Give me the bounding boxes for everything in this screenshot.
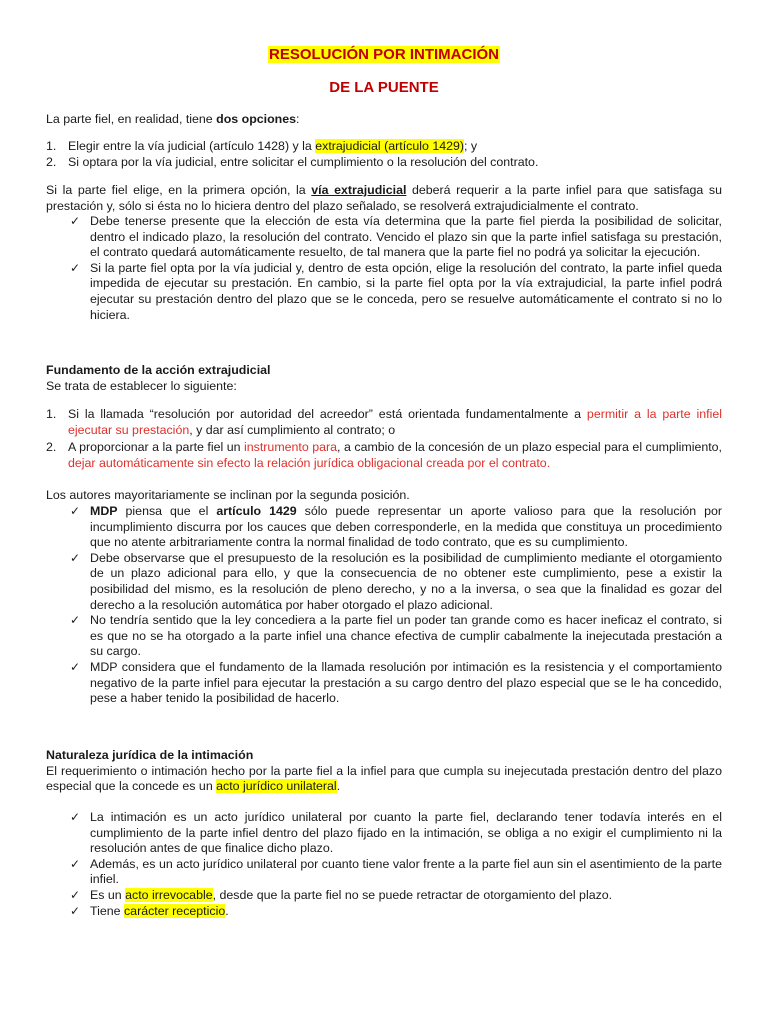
red-text: instrumento para [244, 440, 338, 455]
bullets-naturaleza [46, 810, 722, 919]
bullets-extrajudicial [46, 214, 722, 323]
red-text: permitir a la parte infiel ejecutar su prestación [68, 407, 722, 437]
list-item: ✓ Además, es un acto jurídico unilateral por cuanto tiene valor frente a la parte fiel aun sin el asentimiento de la parte infiel. [70, 856, 722, 887]
list-item: 1. Si la llamada “resolución por autoridad del acreedor” está orientada fundamentalmente a permitir a la parte infiel ejecutar su prestación, y dar así cumplimiento al contrato; o [46, 407, 722, 437]
check-icon: ✓ [70, 214, 81, 228]
list-item: ✓ Si la parte fiel opta por la vía judicial y, dentro de esta opción, elige la resolución del contrato, la parte infiel queda impedida de ejecutar su prestación. En cambio, si la parte fiel opta por la vía extrajudicial, la parte infiel podrá ejecutar su prestación dentro del plazo que se le conceda, pero se resuelve automáticamente el contrato si no lo hiciera. [70, 260, 722, 322]
check-icon: ✓ [70, 887, 81, 902]
document-title [0, 46, 768, 63]
list-item: 1. Elegir entre la vía judicial (artículo 1428) y la extrajudicial (artículo 1429); y [46, 139, 478, 153]
list-item: ✓ La intimación es un acto jurídico unilateral por cuanto la parte fiel, declarando tener todavía interés en el cumplimiento de la parte infiel dentro del plazo fijado en la intimación, se obliga a no exigir el cumplimiento ni la resolución antes de que finalice dicho plazo. [70, 810, 722, 856]
options-list [46, 139, 722, 170]
list-item: ✓ MDP considera que el fundamento de la llamada resolución por intimación es la resistencia y el comportamiento negativo de la parte infiel para ejecutar la prestación a su cargo dentro del plazo especial que se le ha concedido, pese a haber tenido la posibilidad de hacerlo. [70, 659, 722, 706]
title-line1: RESOLUCIÓN POR INTIMACIÓN [268, 46, 499, 63]
list-item: ✓ Es un acto irrevocable, desde que la parte fiel no se puede retractar de otorgamiento del plazo. [70, 887, 613, 902]
fundamento-list [46, 407, 722, 471]
list-item: ✓ MDP piensa que el artículo 1429 sólo puede representar un aporte valioso para que la resolución por incumplimiento discurra por los cauces que deben corresponderle, en la medida que constituya un procedimiento que no atente arbitrariamente contra la normal finalidad de todo contrato, que es su cumplimiento. [70, 504, 723, 550]
section-heading: Naturaleza jurídica de la intimación [46, 748, 254, 762]
check-icon: ✓ [70, 856, 81, 871]
list-item: ✓ Tiene carácter recepticio. [70, 903, 229, 918]
list-item: ✓ Debe tenerse presente que la elección de esta vía determina que la parte fiel pierda la posibilidad de solicitar, dentro el indicado plazo, la resolución del contrato. Vencido el plazo sin que la parte infiel satisfaga su prestación, el contrato quedará automáticamente resuelto, de tal manera que la parte fiel no podrá ya solicitar la ejecución. [70, 214, 722, 260]
document-subtitle: DE LA PUENTE [329, 79, 439, 96]
list-item: 2. Si optara por la vía judicial, entre solicitar el cumplimiento o la resolución del contrato. [46, 154, 539, 169]
check-icon: ✓ [70, 504, 81, 518]
highlight: carácter recepticio [123, 903, 226, 918]
check-icon: ✓ [70, 260, 81, 275]
authors-line: Los autores mayoritariamente se inclinan por la segunda posición. [46, 488, 410, 502]
paragraph-extrajudicial: Si la parte fiel elige, en la primera opción, la vía extrajudicial deberá requerir a la parte infiel para que satisfaga su prestación y, sólo si ésta no lo hiciera dentro del plazo señalado, se resolverá extrajudicialmente el contrato. [46, 183, 722, 213]
highlight: extrajudicial (artículo 1429) [315, 139, 465, 153]
check-icon: ✓ [70, 550, 81, 565]
check-icon: ✓ [70, 659, 81, 674]
red-text: dejar automáticamente sin efecto la relación jurídica obligacional creada por el contrato [68, 455, 547, 470]
intro-bold: dos opciones [216, 112, 297, 126]
section-fundamento [46, 363, 722, 394]
check-icon: ✓ [70, 810, 81, 824]
check-icon: ✓ [70, 613, 81, 628]
intro-paragraph: La parte fiel, en realidad, tiene dos opciones: [46, 112, 300, 126]
highlight: acto jurídico unilateral [216, 779, 337, 794]
section-heading: Fundamento de la acción extrajudicial [46, 363, 271, 377]
section-naturaleza [46, 748, 722, 795]
list-item: 2. A proporcionar a la parte fiel un instrumento para, a cambio de la concesión de un plazo especial para el cumplimiento, dejar automáticamente sin efecto la relación jurídica obligacional creada por el contrato. [46, 440, 722, 470]
list-item: ✓ Debe observarse que el presupuesto de la resolución es la posibilidad de cumplimiento mediante el otorgamiento de un plazo adicional para ello, y que la consecuencia de no obtener este cumplimiento, pese a existir la posibilidad del mismo, es la resolución de pleno derecho, y no a la inversa, o sea que la finalidad es gozar del derecho a la resolución automática por haber otorgado el plazo adicional. [70, 550, 722, 612]
list-item: ✓ No tendría sentido que la ley concediera a la parte fiel un poder tan grande como es hacer ineficaz el contrato, si es que no se ha otorgado a la parte infiel una chance efectiva de cumplir cabalmente la inejecutada prestación a su cargo. [70, 613, 722, 659]
bullets-fundamento [46, 504, 722, 707]
section-intro: El requerimiento o intimación hecho por la parte fiel a la infiel para que cumpla su inejecutada prestación dentro del plazo especial que la concede es un acto jurídico unilateral. [46, 763, 722, 794]
check-icon: ✓ [70, 903, 81, 918]
underlined-term: vía extrajudicial [311, 183, 407, 197]
highlight: acto irrevocable [125, 887, 213, 902]
section-intro: Se trata de establecer lo siguiente: [46, 378, 237, 393]
